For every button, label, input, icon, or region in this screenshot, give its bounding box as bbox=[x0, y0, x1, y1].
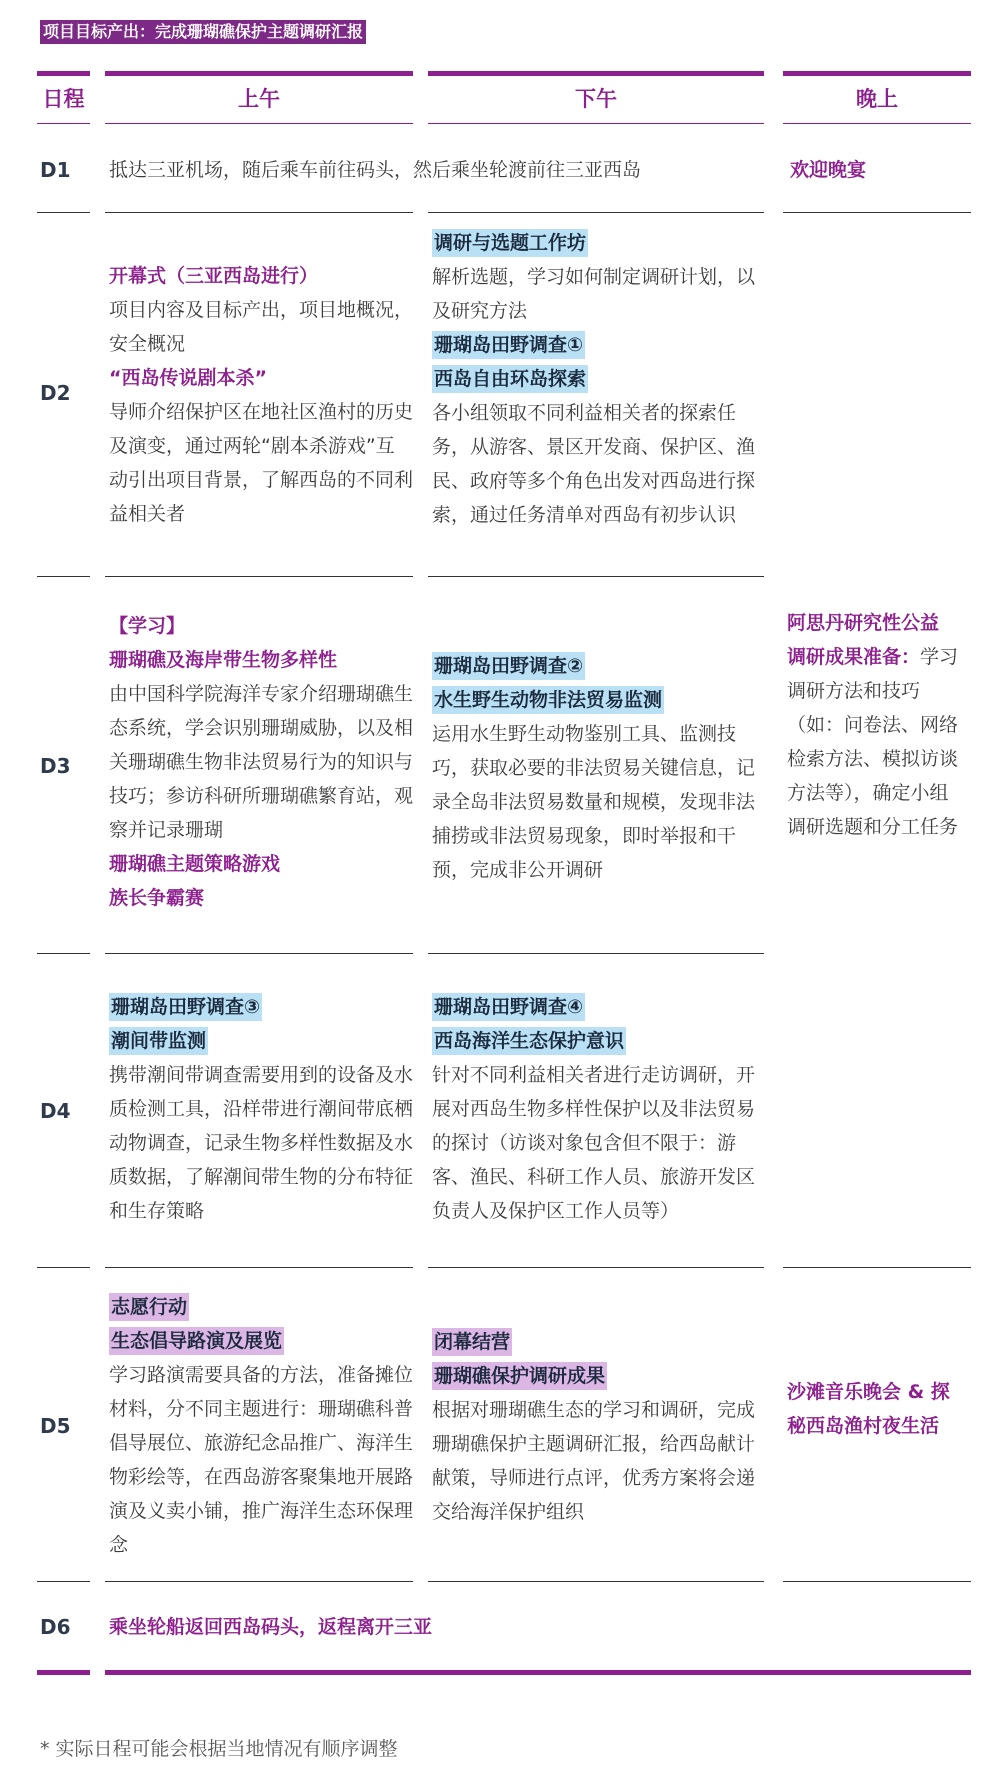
page-title: 项目目标产出：完成珊瑚礁保护主题调研汇报 bbox=[40, 20, 366, 44]
d1-day-text: 抵达三亚机场，随后乘车前往码头，然后乘坐轮渡前往三亚西岛 bbox=[109, 159, 642, 181]
d3-am-title-3: 珊瑚礁主题策略游戏 bbox=[109, 853, 281, 875]
d5-pm-tag-2: 珊瑚礁保护调研成果 bbox=[432, 1362, 607, 1390]
d2-pm-body-1: 解析选题，学习如何制定调研计划，以及研究方法 bbox=[432, 266, 756, 322]
d3-morning bbox=[109, 609, 413, 915]
d5-am-tag-2: 生态倡导路演及展览 bbox=[109, 1327, 284, 1355]
column-header-morning: 上午 bbox=[238, 87, 280, 111]
row-separator bbox=[105, 953, 413, 954]
row-separator bbox=[37, 212, 90, 213]
d5-afternoon bbox=[432, 1325, 764, 1529]
row-separator bbox=[783, 212, 971, 213]
d2-pm-tag-2: 珊瑚岛田野调查① bbox=[432, 331, 585, 359]
d4-am-tag-2: 潮间带监测 bbox=[109, 1027, 208, 1055]
column-header-evening: 晚上 bbox=[856, 87, 898, 111]
day-label-d6: D6 bbox=[40, 1615, 71, 1639]
d5-am-tag-1: 志愿行动 bbox=[109, 1293, 189, 1321]
header-underline-evening bbox=[783, 123, 971, 124]
d3-am-title-2: 珊瑚礁及海岸带生物多样性 bbox=[109, 649, 338, 671]
d2-am-body-1: 项目内容及目标产出，项目地概况，安全概况 bbox=[109, 299, 414, 355]
d2-pm-tag-1: 调研与选题工作坊 bbox=[432, 229, 588, 257]
row-separator bbox=[428, 1581, 764, 1582]
d3-eve-title-2: 调研成果准备： bbox=[787, 646, 921, 668]
d5-morning bbox=[109, 1290, 413, 1562]
d5-pm-tag-1: 闭幕结营 bbox=[432, 1328, 512, 1356]
d4-morning bbox=[109, 990, 413, 1228]
row-separator bbox=[37, 1581, 90, 1582]
row-separator bbox=[428, 212, 764, 213]
header-line-evening bbox=[783, 71, 971, 76]
d4-am-body: 携带潮间带调查需要用到的设备及水质检测工具，沿样带进行潮间带底栖动物调查，记录生物多样性数据及水质数据，了解潮间带生物的分布特征和生存策略 bbox=[109, 1064, 414, 1222]
day-label-d3: D3 bbox=[40, 754, 71, 778]
d4-afternoon bbox=[432, 990, 764, 1228]
row-separator bbox=[783, 1581, 971, 1582]
d3-pm-body: 运用水生野生动物鉴别工具、监测技巧，获取必要的非法贸易关键信息，记录全岛非法贸易数量和规模，发现非法捕捞或非法贸易现象，即时举报和干预，完成非公开调研 bbox=[432, 723, 756, 881]
d3-eve-body: 学习调研方法和技巧（如：问卷法、网络检索方法、模拟访谈方法等），确定小组调研选题和分工任务 bbox=[787, 646, 959, 838]
d2-pm-tag-3: 西岛自由环岛探索 bbox=[432, 365, 588, 393]
d3-am-body: 由中国科学院海洋专家介绍珊瑚礁生态系统，学会识别珊瑚威胁，以及相关珊瑚礁生物非法贸易行为的知识与技巧；参访科研所珊瑚礁繁育站，观察并记录珊瑚 bbox=[109, 683, 414, 841]
d3-pm-tag-1: 珊瑚岛田野调查② bbox=[432, 652, 585, 680]
d3-eve-body-wrap bbox=[787, 640, 967, 844]
d3-pm-tag-2: 水生野生动物非法贸易监测 bbox=[432, 686, 664, 714]
d3-am-title-1: 【学习】 bbox=[109, 615, 186, 637]
header-line-morning bbox=[105, 71, 413, 76]
d2-am-title-1: 开幕式（三亚西岛进行） bbox=[109, 265, 319, 287]
d4-am-tag-1: 珊瑚岛田野调查③ bbox=[109, 993, 262, 1021]
row-separator bbox=[105, 212, 413, 213]
row-separator bbox=[37, 576, 90, 577]
day-label-d2: D2 bbox=[40, 381, 71, 405]
row-separator bbox=[428, 1267, 764, 1268]
d3-evening bbox=[787, 606, 967, 844]
header-underline-day bbox=[37, 123, 90, 124]
header-line-afternoon bbox=[428, 71, 764, 76]
d3-afternoon bbox=[432, 649, 764, 887]
footnote: * 实际日程可能会根据当地情况有顺序调整 bbox=[40, 1738, 398, 1760]
d4-pm-body: 针对不同利益相关者进行走访调研，开展对西岛生物多样性保护以及非法贸易的探讨（访谈对象包含但不限于：游客、渔民、科研工作人员、旅游开发区负责人及保护区工作人员等） bbox=[432, 1064, 756, 1222]
d2-pm-body-2: 各小组领取不同利益相关者的探索任务，从游客、景区开发商、保护区、渔民、政府等多个角色出发对西岛进行探索，通过任务清单对西岛有初步认识 bbox=[432, 402, 756, 526]
d3-am-title-4: 族长争霸赛 bbox=[109, 887, 205, 909]
column-header-afternoon: 下午 bbox=[575, 87, 617, 111]
header-underline-afternoon bbox=[428, 123, 764, 124]
d3-eve-title-1: 阿思丹研究性公益 bbox=[787, 612, 940, 634]
d6-text: 乘坐轮船返回西岛码头，返程离开三亚 bbox=[109, 1616, 433, 1638]
d5-am-body: 学习路演需要具备的方法，准备摊位材料，分不同主题进行：珊瑚礁科普倡导展位、旅游纪念品推广、海洋生物彩绘等，在西岛游客聚集地开展路演及义卖小铺，推广海洋生态环保理念 bbox=[109, 1364, 414, 1556]
d2-am-body-2: 导师介绍保护区在地社区渔村的历史及演变，通过两轮“剧本杀游戏”互动引出项目背景，了解西岛的不同利益相关者 bbox=[109, 401, 414, 525]
d2-afternoon bbox=[432, 226, 764, 532]
day-label-d1: D1 bbox=[40, 158, 71, 182]
day-label-d4: D4 bbox=[40, 1099, 71, 1123]
column-header-day: 日程 bbox=[42, 87, 85, 111]
header-line-day bbox=[37, 71, 90, 76]
row-separator bbox=[783, 1267, 971, 1268]
day-label-d5: D5 bbox=[40, 1414, 71, 1438]
row-separator bbox=[428, 576, 764, 577]
row-separator bbox=[37, 953, 90, 954]
d1-evening: 欢迎晚宴 bbox=[790, 159, 867, 181]
d2-am-title-2: “西岛传说剧本杀” bbox=[109, 367, 267, 389]
header-underline-morning bbox=[105, 123, 413, 124]
row-separator bbox=[37, 1267, 90, 1268]
d4-pm-tag-1: 珊瑚岛田野调查④ bbox=[432, 993, 585, 1021]
d5-pm-body: 根据对珊瑚礁生态的学习和调研，完成珊瑚礁保护主题调研汇报，给西岛献计献策，导师进行点评，优秀方案将会递交给海洋保护组织 bbox=[432, 1399, 756, 1523]
footer-line-rest bbox=[105, 1670, 971, 1675]
footer-line-day bbox=[37, 1670, 90, 1675]
d2-morning bbox=[109, 259, 413, 531]
row-separator bbox=[105, 576, 413, 577]
row-separator bbox=[105, 1267, 413, 1268]
row-separator bbox=[428, 953, 764, 954]
d4-pm-tag-2: 西岛海洋生态保护意识 bbox=[432, 1027, 626, 1055]
row-separator bbox=[105, 1581, 413, 1582]
d5-evening: 沙滩音乐晚会 & 探秘西岛渔村夜生活 bbox=[787, 1381, 950, 1437]
